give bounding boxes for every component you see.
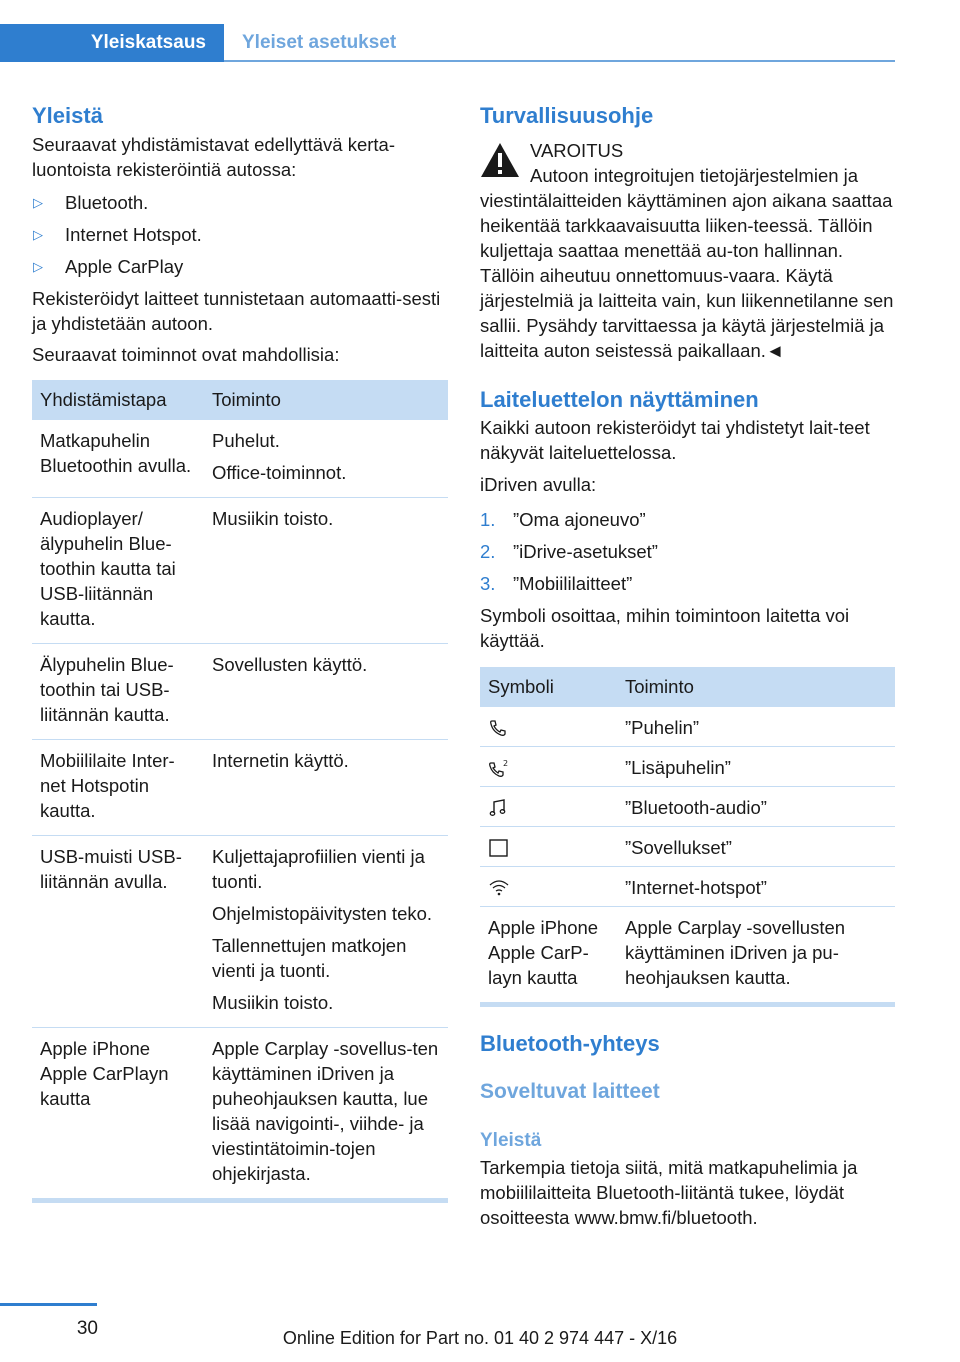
device-list-heading: Laiteluettelon näyttäminen [480, 387, 759, 412]
symbol-table [480, 667, 895, 1002]
table-header-method: Yhdistämistapa [32, 380, 204, 420]
table-header-function: Toiminto [204, 380, 448, 420]
function-cell: ”Sovellukset” [617, 827, 895, 867]
list-item: 1. ”Oma ajoneuvo” [480, 509, 646, 530]
list-item: 3. ”Mobiililaitteet” [480, 573, 633, 594]
header-tabs [0, 24, 895, 62]
bluetooth-text: Tarkempia tietoja siitä, mitä matkapuhelimia ja mobiililaitteita Bluetooth-liitäntä tukee, löydät osoitteesta www.bmw.fi/bluetooth. [480, 1157, 858, 1228]
warning-block [480, 138, 895, 188]
tab-general-settings[interactable]: Yleiset asetukset [242, 32, 397, 53]
safety-heading: Turvallisuusohje [480, 103, 654, 128]
warning-text: Autoon integroitujen tietojärjestelmien ja viestintälaitteiden käyttäminen ajon aikana saattaa heikentää tarkkaavaisuutta liiken-teessä. Tällöin kuljettaja saattaa menettää au-ton hallinnan. Tällöin aiheutuu onnettomuus-vaara. Käytä järjestelmiä ja laitteita vain, kun liikennetilanne sen sallii. Pysähdy tarvittaessa ja käytä järjestelmiä ja laitteita auton seistessä paikallaan.◄ [480, 165, 894, 361]
method-cell: Matkapuhelin Bluetoothin avulla. [32, 420, 204, 498]
phone-icon [488, 718, 508, 738]
tab-overview[interactable]: Yleiskatsaus [0, 24, 224, 62]
table-header-symbol: Symboli [480, 667, 617, 707]
device-list-intro: Kaikki autoon rekisteröidyt tai yhdistetyt lait-teet näkyvät laiteluettelossa. [480, 417, 870, 463]
suitable-devices-heading: Soveltuvat laitteet [480, 1080, 660, 1103]
general-heading: Yleistä [32, 103, 103, 128]
table-row [32, 498, 448, 644]
bluetooth-heading: Bluetooth-yhteys [480, 1031, 660, 1056]
functions-intro: Seuraavat toiminnot ovat mahdollisia: [32, 344, 340, 365]
symbol-intro: Symboli osoittaa, mihin toimintoon laitetta voi käyttää. [480, 605, 850, 651]
intro-text: Seuraavat yhdistämistavat edellyttävä kerta-luontoista rekisteröintiä autossa: [32, 134, 395, 180]
list-item: ▷ Apple CarPlay [33, 256, 184, 277]
function-cell: Sovellusten käyttö. [204, 644, 448, 740]
function-cell: ”Internet-hotspot” [617, 867, 895, 907]
music-note-icon [488, 798, 508, 818]
table-row [32, 644, 448, 740]
bluetooth-general-heading: Yleistä [480, 1130, 542, 1151]
table-row [32, 836, 448, 1028]
app-square-icon [488, 838, 510, 858]
symbol-cell [480, 787, 617, 827]
triangle-bullet-icon: ▷ [33, 227, 43, 242]
table-row [480, 867, 895, 907]
symbol-cell [480, 707, 617, 747]
symbol-cell [480, 827, 617, 867]
idrive-steps [480, 507, 895, 596]
symbol-cell: Apple iPhone Apple CarP-layn kautta [488, 917, 599, 988]
symbol-cell [480, 747, 617, 787]
table-row [32, 740, 448, 836]
symbol-cell [480, 867, 617, 907]
phone-2-icon [488, 758, 510, 778]
warning-triangle-icon [480, 142, 520, 178]
table-row [480, 747, 895, 787]
function-cell: ”Puhelin” [617, 707, 895, 747]
warning-label: VAROITUS [530, 140, 624, 161]
table-row [480, 907, 895, 1003]
footer-rule [0, 1303, 97, 1306]
right-column [480, 100, 895, 1230]
header-divider [224, 60, 895, 62]
function-cell: Internetin käyttö. [204, 740, 448, 836]
table-row [32, 1028, 448, 1199]
method-cell: Audioplayer/ älypuhelin Blue-toothin kautta tai USB-liitännän kautta. [32, 498, 204, 644]
connection-bullet-list [32, 190, 448, 279]
function-cell: Apple Carplay -sovellusten käyttäminen iDriven ja pu-heohjauksen kautta. [625, 917, 846, 988]
function-cell: Musiikin toisto. [204, 498, 448, 644]
function-cell: Kuljettajaprofiilien vienti ja tuonti. Ohjelmistopäivitysten teko. Tallennettujen matkojen vienti ja tuonti. Musiikin toisto. [204, 836, 448, 1028]
list-item: ▷ Bluetooth. [33, 192, 149, 213]
list-item: 2. ”iDrive-asetukset” [480, 541, 658, 562]
table-end-rule [480, 1002, 895, 1007]
table-row [480, 787, 895, 827]
page-number: 30 [76, 1318, 98, 1339]
auto-connect-text: Rekisteröidyt laitteet tunnistetaan automaatti-sesti ja yhdistetään autoon. [32, 288, 441, 334]
method-cell: Älypuhelin Blue-toothin tai USB-liitännän kautta. [32, 644, 204, 740]
edition-footer: Online Edition for Part no. 01 40 2 974 447 - X/16 [282, 1328, 678, 1348]
table-row [32, 420, 448, 498]
left-column [32, 100, 448, 1203]
connection-table [32, 380, 448, 1198]
table-header-function: Toiminto [617, 667, 895, 707]
table-row [480, 827, 895, 867]
idrive-label: iDriven avulla: [480, 474, 597, 495]
method-cell: Apple iPhone Apple CarPlayn kautta [40, 1038, 169, 1109]
list-item: ▷ Internet Hotspot. [33, 224, 202, 245]
function-cell: ”Bluetooth-audio” [617, 787, 895, 827]
triangle-bullet-icon: ▷ [33, 259, 43, 274]
triangle-bullet-icon: ▷ [33, 195, 43, 210]
function-cell: Puhelut. Office-toiminnot. [204, 420, 448, 498]
function-cell: Apple Carplay -sovellus-ten käyttäminen iDriven ja puheohjauksen kautta, lue lisää navigointi-, viihde- ja viestintätoimin-tojen ohjekirjasta. [212, 1038, 439, 1184]
function-cell: ”Lisäpuhelin” [617, 747, 895, 787]
table-row [480, 707, 895, 747]
svg-text:2: 2 [503, 759, 509, 768]
wifi-icon [488, 878, 510, 898]
table-end-rule [32, 1198, 448, 1203]
method-cell: USB-muisti USB-liitännän avulla. [32, 836, 204, 1028]
method-cell: Mobiililaite Inter-net Hotspotin kautta. [32, 740, 204, 836]
